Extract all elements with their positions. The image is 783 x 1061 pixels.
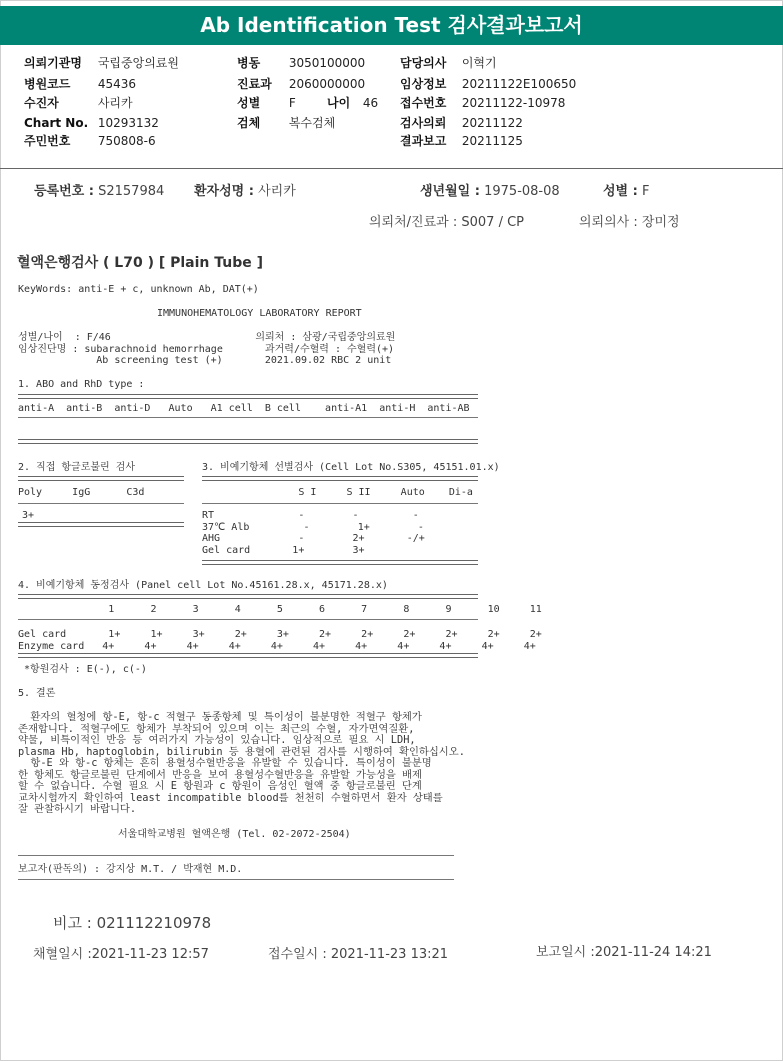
report-time-value: 2021-11-24 14:21: [594, 945, 712, 960]
birth-date-label: 생년월일 :: [420, 184, 480, 199]
single-rule: [18, 879, 454, 880]
collection-time-value: 2021-11-23 12:57: [91, 947, 209, 962]
screening-header: S I S II Auto Di-a: [202, 487, 473, 498]
header-row: [400, 54, 497, 72]
referring-dept: [369, 211, 524, 230]
birth-date-value: 1975-08-08: [484, 184, 560, 199]
screening-results: RT - - - 37℃ Alb - 1+ - AHG - 2+ -/+ Gel card 1+ 3+: [202, 510, 425, 556]
header-key: Chart No.: [24, 116, 89, 130]
patient-sex-label: 성별 :: [603, 184, 638, 199]
antigen-test: *항원검사 : E(-), c(-): [24, 664, 147, 675]
blood-bank-contact: 서울대학교병원 혈액은행 (Tel. 02-2072-2504): [118, 829, 351, 840]
abo-rhd-section-title: 1. ABO and RhD type :: [18, 379, 145, 390]
remark: [53, 912, 211, 933]
exam-title: 혈액은행검사 ( L70 ) [ Plain Tube ]: [17, 255, 264, 271]
abo-rhd-header: anti-A anti-B anti-D Auto A1 cell B cell anti-A1 anti-H anti-AB: [18, 403, 470, 414]
double-rule: [18, 439, 478, 444]
header-value: 10293132: [97, 116, 159, 130]
referring-doctor-value: 장미정: [641, 215, 680, 230]
header-row: [400, 132, 523, 150]
single-rule: [18, 855, 454, 856]
header-row: [237, 54, 365, 72]
conclusion-text: 환자의 혈청에 항-E, 항-c 적혈구 동종항체 및 특이성이 불분명한 적혈구 항체가 존재합니다. 적혈구에도 항체가 부착되어 있으며 이는 최근의 수혈, 자가면역질환, 약물, 비특이적인 반응 등 여러가지 가능성이 있습니다. 임상적으로 필요 시 LDH, plasma Hb, haptoglobin, bilirubin 등 용혈에 관련된 검사를 시행하여 확인하십시오. 항-E 와 항-c 항체는 흔히 용혈성수혈반응을 유발할 수 있습니다. 특이성이 불분명 한 항체도 항글로불린 단계에서 반응을 보여 용혈성수혈반응을 유발할 가능성을 배제 할 수 없습니다. 수혈 필요 시 E 항원과 c 항원이 음성인 혈액 중 항글로불린 단계 교차시험까지 확인하여 least incompatible blood를 천천히 수혈하면서 환자 상태를 잘 관찰하시기 바랍니다.: [18, 711, 465, 815]
report-time: [536, 941, 712, 960]
referring-doctor-label: 의뢰의사 :: [579, 215, 638, 230]
header-key: 병원코드: [24, 77, 71, 91]
patient-name: [194, 180, 296, 199]
header-row: [237, 114, 335, 132]
header-key: 수진자: [24, 96, 59, 110]
dat-result: 3+: [22, 510, 35, 521]
double-rule: [18, 653, 478, 658]
report-time-label: 보고일시 :: [536, 945, 595, 960]
reporter: 보고자(판독의) : 강지상 M.T. / 박재현 M.D.: [18, 864, 243, 875]
single-rule: [18, 619, 478, 620]
header-key: 진료과: [237, 77, 272, 91]
single-rule: [18, 503, 184, 504]
header-value: 20211125: [461, 134, 523, 148]
header-row: [24, 54, 179, 72]
header-key: 의뢰기관명: [24, 56, 82, 70]
header-row: [237, 75, 365, 93]
registration-value: S2157984: [98, 184, 165, 199]
registration-label: 등록번호 :: [34, 184, 94, 199]
header-row: [400, 114, 523, 132]
header-value: 20211122-10978: [461, 96, 566, 110]
conclusion-section-title: 5. 결론: [18, 688, 56, 699]
header-row: [400, 94, 565, 112]
patient-name-value: 사리카: [258, 184, 296, 199]
dat-section-title: 2. 직접 항글로불린 검사: [18, 462, 136, 473]
age-label: 나이: [327, 96, 351, 110]
header-value: 국립중앙의료원: [97, 56, 179, 70]
patient-sex-value: F: [641, 184, 650, 199]
header-key: 결과보고: [400, 134, 447, 148]
header-key: 임상정보: [400, 77, 447, 91]
double-rule: [18, 476, 184, 481]
header-key: 검체: [237, 116, 261, 130]
header-value: 이혁기: [461, 56, 497, 70]
patient-sex: [603, 180, 649, 199]
header-row: [24, 94, 133, 112]
referring-dept-value: S007 / CP: [461, 215, 525, 230]
double-rule: [18, 594, 478, 599]
header-row: [237, 94, 296, 112]
double-rule: [202, 476, 478, 481]
order-header: [0, 46, 783, 169]
header-key: 검사의뢰: [400, 116, 447, 130]
patient-info: 성별/나이 : F/46 의뢰처 : 삼광/국립중앙의료원 임상진단명 : subarachnoid hemorrhage 과거력/수혈력 : 수혈력(+) Ab screening test (+) 2021.09.02 RBC 2 unit: [18, 332, 396, 366]
remark-label: 비고 :: [53, 914, 92, 932]
double-rule: [18, 394, 478, 399]
collection-time: [33, 943, 209, 962]
screening-section-title: 3. 비예기항체 선별검사 (Cell Lot No.S305, 45151.01.x): [202, 462, 500, 473]
header-row: [24, 75, 136, 93]
header-value: 20211122: [461, 116, 523, 130]
referring-dept-label: 의뢰처/진료과 :: [369, 215, 458, 230]
header-value: 20211122E100650: [461, 77, 577, 91]
double-rule: [18, 522, 184, 527]
keywords: KeyWords: anti-E + c, unknown Ab, DAT(+): [18, 284, 259, 295]
header-key: 병동: [237, 56, 261, 70]
header-row: [327, 94, 378, 112]
header-key: 접수번호: [400, 96, 447, 110]
header-value: 750808-6: [97, 134, 156, 148]
patient-name-label: 환자성명 :: [194, 184, 254, 199]
identification-section-title: 4. 비예기항체 동정검사 (Panel cell Lot No.45161.28.x, 45171.28.x): [18, 580, 388, 591]
collection-time-label: 채혈일시 :: [33, 947, 92, 962]
single-rule: [18, 417, 478, 418]
header-key: 담당의사: [400, 56, 447, 70]
registration-number: [34, 180, 164, 199]
header-value: 사리카: [97, 96, 133, 110]
header-value: F: [288, 96, 296, 110]
header-value: 3050100000: [288, 56, 366, 70]
panel-cell-header: 1 2 3 4 5 6 7 8 9 10 11: [18, 604, 542, 615]
header-row: [400, 75, 576, 93]
receipt-time-value: 2021-11-23 13:21: [330, 947, 449, 962]
double-rule: [202, 560, 478, 565]
header-value: 복수검체: [288, 116, 336, 130]
report-title: Ab Identification Test 검사결과보고서: [0, 6, 783, 45]
receipt-time-label: 접수일시 :: [268, 947, 327, 962]
panel-cell-results: Gel card 1+ 1+ 3+ 2+ 3+ 2+ 2+ 2+ 2+ 2+ 2+ Enzyme card 4+ 4+ 4+ 4+ 4+ 4+ 4+ 4+ 4+ 4+ 4+: [18, 629, 542, 652]
referring-doctor: [579, 211, 680, 230]
dat-header: Poly IgG C3d: [18, 487, 145, 498]
remark-value: 021112210978: [96, 914, 212, 932]
header-value: 45436: [97, 77, 137, 91]
birth-date: [420, 180, 560, 199]
age-value: 46: [362, 96, 379, 110]
receipt-time: [268, 943, 448, 962]
header-value: 2060000000: [288, 77, 366, 91]
header-row: [24, 132, 156, 150]
single-rule: [202, 503, 478, 504]
lab-report-title: IMMUNOHEMATOLOGY LABORATORY REPORT: [157, 308, 362, 319]
header-row: [24, 114, 159, 132]
header-key: 주민번호: [24, 134, 71, 148]
header-key: 성별: [237, 96, 261, 110]
